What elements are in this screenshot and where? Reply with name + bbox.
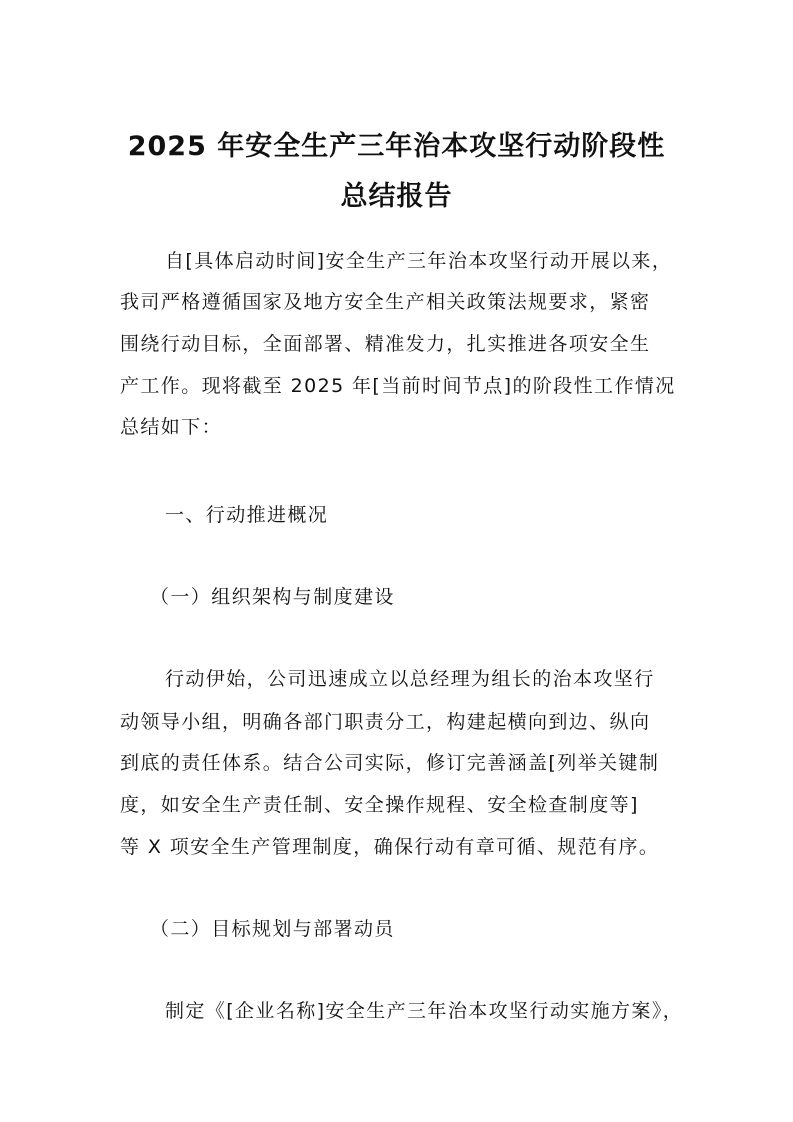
intro-line: 总结如下： [120, 416, 223, 438]
section-heading: 一、行动推进概况 [165, 504, 329, 526]
body-line: 制定《[企业名称]安全生产三年治本攻坚行动实施方案》， [165, 1000, 684, 1022]
subsection-heading: （一）组织架构与制度建设 [150, 586, 395, 608]
subsection-heading: （二）目标规划与部署动员 [150, 918, 395, 940]
body-line: 到底的责任体系。结合公司实际，修订完善涵盖[列举关键制 [120, 752, 660, 774]
document-title-line-2: 总结报告 [340, 181, 453, 212]
body-line: 度，如安全生产责任制、安全操作规程、安全检查制度等] [120, 794, 639, 816]
body-line: 行动伊始，公司迅速成立以总经理为组长的治本攻坚行 [165, 668, 655, 690]
intro-line: 产工作。现将截至 2025 年[当前时间节点]的阶段性工作情况 [120, 375, 676, 397]
intro-line: 我司严格遵循国家及地方安全生产相关政策法规要求，紧密 [120, 291, 651, 313]
intro-line: 自[具体启动时间]安全生产三年治本攻坚行动开展以来， [165, 250, 673, 272]
intro-line: 围绕行动目标，全面部署、精准发力，扎实推进各项安全生 [120, 333, 651, 355]
body-line: 等 X 项安全生产管理制度，确保行动有章可循、规范有序。 [120, 836, 660, 858]
document-title-line-1: 2025 年安全生产三年治本攻坚行动阶段性 [127, 131, 666, 162]
body-line: 动领导小组，明确各部门职责分工，构建起横向到边、纵向 [120, 711, 651, 733]
